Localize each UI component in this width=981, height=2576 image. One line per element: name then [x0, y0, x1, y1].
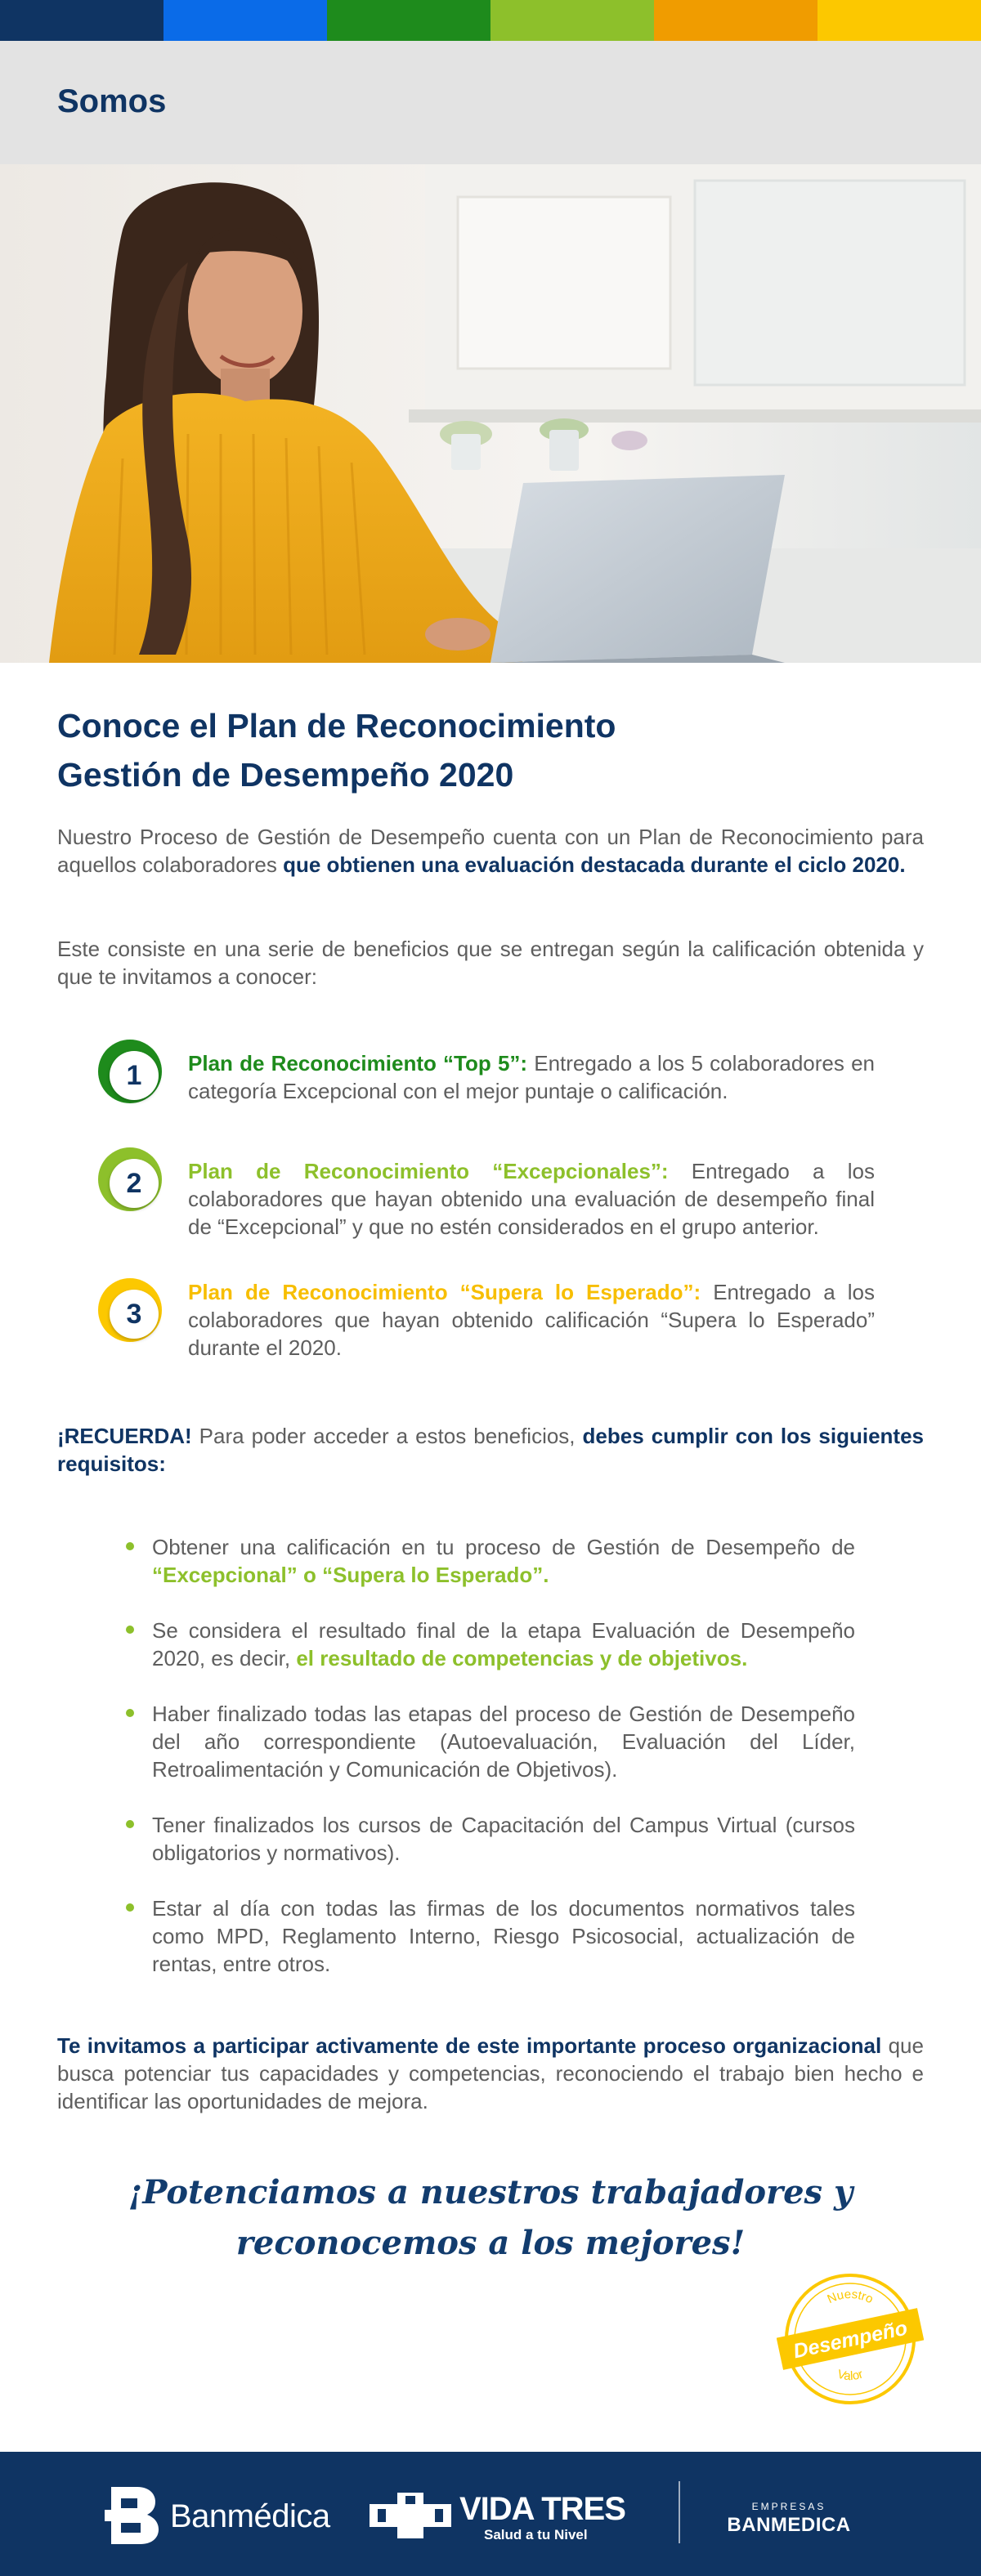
plan-number-badge [98, 1278, 164, 1344]
header-band [0, 41, 981, 164]
bullet-dot [126, 1903, 134, 1912]
slogan-line-2: reconocemos a los mejores! [235, 2224, 746, 2262]
vidatres-logo-text: VIDA TRES [459, 2491, 625, 2527]
plan-text [188, 1049, 875, 1105]
color-stripe-yellow [818, 0, 981, 41]
plan-description: Entregado a los colaboradores que hayan obtenido calificación “Supera lo Esperado” durante el 2020. [188, 1280, 875, 1360]
bullet-dot [126, 1542, 134, 1550]
badge-number: 1 [110, 1051, 159, 1100]
intro-text: Nuestro Proceso de Gestión de Desempeño cuenta con un Plan de Reconocimiento para aquellos colaboradores [57, 825, 924, 877]
plan-description: Entregado a los colaboradores que hayan obtenido una evaluación de desempeño final de “Excepcional” y que no estén considerados en el grupo anterior. [188, 1159, 875, 1239]
vidatres-cross-icon [370, 2493, 451, 2538]
list-item [123, 1894, 855, 1978]
vidatres-logo [370, 2484, 639, 2547]
list-item [123, 1617, 855, 1672]
requirement-text: Se considera el resultado final de la etapa Evaluación de Desempeño 2020, es decir, [152, 1618, 855, 1670]
empresas-banmedica-logo [719, 2501, 858, 2542]
color-stripe-navy [0, 0, 164, 41]
badge-number: 2 [110, 1159, 159, 1208]
plan-title: Plan de Reconocimiento “Excepcionales”: [188, 1159, 669, 1183]
empresas-banmedica-name: BANMEDICA [727, 2514, 851, 2536]
woman-with-laptop-illustration [0, 164, 981, 663]
remember-text: Para poder acceder a estos beneficios, [191, 1424, 583, 1448]
list-item [123, 1811, 855, 1867]
title-line-2: Gestión de Desempeño 2020 [57, 756, 514, 794]
banmedica-b-icon [105, 2487, 159, 2544]
plan-text [188, 1157, 875, 1241]
footer-divider [679, 2481, 680, 2543]
remember-paragraph [57, 1422, 924, 1478]
list-item [123, 1533, 855, 1589]
hero-photo [0, 164, 981, 663]
bullet-dot [126, 1709, 134, 1717]
banmedica-logo [105, 2487, 342, 2544]
slogan-line-1: ¡Potenciamos a nuestros trabajadores y [128, 2173, 853, 2212]
requirement-text: Haber finalizado todas las etapas del proceso de Gestión de Desempeño del año correspondiente (Autoevaluación, Evaluación del Líder, Retroalimentación y Comunicación de Objetivos). [152, 1702, 855, 1782]
brand-color-bar [0, 0, 981, 41]
footer [0, 2452, 981, 2576]
banmedica-logo-text: Banmédica [170, 2498, 330, 2534]
intro-paragraph-2: Este consiste en una serie de beneficios que se entregan según la calificación obtenida y que te invitamos a conocer: [57, 937, 924, 989]
header-title: Somos [57, 83, 167, 119]
color-stripe-blue [164, 0, 327, 41]
svg-text:Valor [835, 2368, 865, 2384]
empresas-label: EMPRESAS [751, 2501, 826, 2512]
remember-highlight: debes cumplir con los siguientes requisitos: [57, 1424, 925, 1476]
slogan [0, 2167, 981, 2269]
seal-graphic [777, 2265, 924, 2413]
requirement-text: Obtener una calificación en tu proceso de Gestión de Desempeño de [152, 1535, 855, 1559]
color-stripe-lime [490, 0, 654, 41]
requirement-highlight: el resultado de competencias y de objetivos. [296, 1646, 748, 1670]
title-line-1: Conoce el Plan de Reconocimiento [57, 707, 616, 745]
plan-title: Plan de Reconocimiento “Supera lo Esperado”: [188, 1280, 701, 1304]
requirement-highlight: “Excepcional” o “Supera lo Esperado”. [152, 1563, 549, 1587]
bullet-dot [126, 1820, 134, 1828]
plan-number-badge [98, 1040, 164, 1105]
plan-text [188, 1278, 875, 1362]
requirement-text: Tener finalizados los cursos de Capacitación del Campus Virtual (cursos obligatorios y normativos). [152, 1813, 855, 1865]
invite-text: que busca potenciar tus capacidades y competencias, reconociendo el trabajo bien hecho e identificar las oportunidades de mejora. [57, 2033, 924, 2113]
vidatres-tagline: Salud a tu Nivel [484, 2527, 588, 2542]
invite-highlight: Te invitamos a participar activamente de este importante proceso organizacional [57, 2033, 882, 2058]
invite-paragraph [57, 2032, 924, 2115]
intro-paragraph [57, 823, 924, 879]
svg-text:Nuestro [826, 2288, 876, 2306]
color-stripe-green [327, 0, 490, 41]
intro-highlight: que obtienen una evaluación destacada durante el ciclo 2020. [283, 852, 906, 877]
desempeno-seal [777, 2265, 924, 2413]
seal-center-text: Desempeño [791, 2316, 910, 2364]
list-item [123, 1700, 855, 1783]
remember-lead: ¡RECUERDA! [57, 1424, 192, 1448]
bullet-dot [126, 1626, 134, 1634]
badge-number: 3 [110, 1290, 159, 1339]
article-title [57, 701, 924, 799]
plan-title: Plan de Reconocimiento “Top 5”: [188, 1051, 528, 1076]
seal-bottom-text: Valor [835, 2367, 865, 2384]
color-stripe-orange [654, 0, 818, 41]
seal-top-text: Nuestro [825, 2287, 876, 2307]
requirement-text: Estar al día con todas las firmas de los documentos normativos tales como MPD, Reglamento Interno, Riesgo Psicosocial, actualización de rentas, entre otros. [152, 1896, 855, 1976]
plan-number-badge [98, 1147, 164, 1213]
plan-description: Entregado a los 5 colaboradores en categoría Excepcional con el mejor puntaje o calificación. [188, 1051, 875, 1103]
